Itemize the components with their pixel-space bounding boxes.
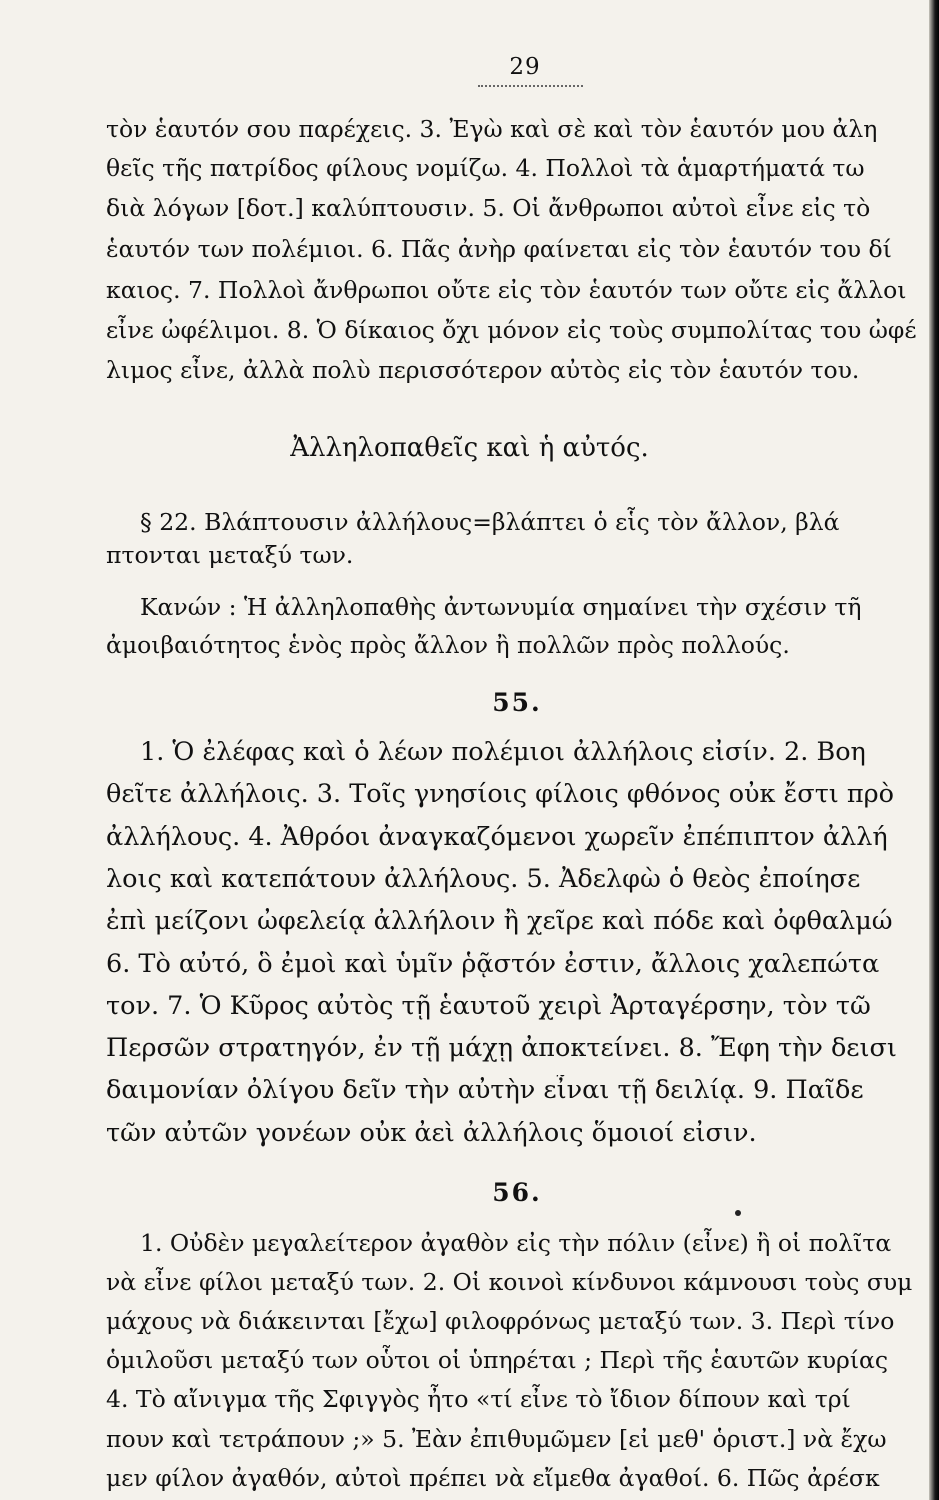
rule-line: πτονται μεταξύ των. [106,541,354,569]
text-line: λιμος εἶνε, ἀλλὰ πολὺ περισσότερον αὐτὸς εἰς τὸν ἑαυτόν του. [106,356,860,384]
exercise-line: Περσῶν στρατηγόν, ἐν τῇ μάχῃ ἀποκτείνει. 8. Ἔφη τὴν δεισι [106,1033,897,1063]
exercise-line: τον. 7. Ὁ Κῦρος αὐτὸς τῇ ἑαυτοῦ χειρὶ Ἀρταγέρσην, τὸν τῶ [106,991,871,1021]
page-edge-shadow [929,0,939,1500]
exercise-line: μάχους νὰ διάκεινται [ἔχω] φιλοφρόνως μεταξύ των. 3. Περὶ τίνο [106,1307,895,1335]
section-heading: Ἀλληλοπαθεῖς καὶ ἡ αὐτός. [290,433,649,463]
text-line: τὸν ἑαυτόν σου παρέχεις. 3. Ἐγὼ καὶ σὲ καὶ τὸν ἑαυτόν μου ἀλη [106,115,878,143]
exercise-line: τῶν αὐτῶν γονέων οὐκ ἀεὶ ἀλλήλοις ὅμοιοί εἰσιν. [106,1118,757,1148]
text-line: διὰ λόγων [δοτ.] καλύπτουσιν. 5. Οἱ ἄνθρωποι αὐτοὶ εἶνε εἰς τὸ [106,194,871,222]
text-line: ἑαυτόν των πολέμιοι. 6. Πᾶς ἀνὴρ φαίνεται εἰς τὸν ἑαυτόν του δί [106,235,892,263]
page-number: 29 [509,54,541,80]
exercise-line: 1. Ὁ ἐλέφας καὶ ὁ λέων πολέμιοι ἀλλήλοις εἰσίν. 2. Βοη [140,737,866,767]
stray-dot [735,1210,741,1216]
exercise-line: ὁμιλοῦσι μεταξύ των οὗτοι οἱ ὑπηρέται ; Περὶ τῆς ἑαυτῶν κυρίας [106,1346,889,1374]
exercise-number: 55. [492,688,542,717]
exercise-line: μεν φίλον ἀγαθόν, αὐτοὶ πρέπει νὰ εἴμεθα ἀγαθοί. 6. Πῶς ἀρέσκ [106,1464,880,1492]
text-line: εἶνε ὠφέλιμοι. 8. Ὁ δίκαιος ὄχι μόνον εἰς τοὺς συμπολίτας του ὠφέ [106,316,917,344]
exercise-line: νὰ εἶνε φίλοι μεταξύ των. 2. Οἱ κοινοὶ κίνδυνοι κάμνουσι τοὺς συμ [106,1268,913,1296]
exercise-line: θεῖτε ἀλλήλοις. 3. Τοῖς γνησίοις φίλοις φθόνος οὐκ ἔστι πρὸ [106,779,895,809]
exercise-line: ἀλλήλους. 4. Ἀθρόοι ἀναγκαζόμενοι χωρεῖν ἐπέπιπτον ἀλλή [106,822,888,852]
rule-line: § 22. Βλάπτουσιν ἀλλήλους=βλάπτει ὁ εἷς τὸν ἄλλον, βλά [140,508,840,536]
exercise-line: 1. Οὐδὲν μεγαλείτερον ἀγαθὸν εἰς τὴν πόλιν (εἶνε) ἢ οἱ πολῖτα [140,1229,892,1257]
page-number-rule [478,85,583,87]
exercise-line: λοις καὶ κατεπάτουν ἀλλήλους. 5. Ἀδελφὼ ὁ θεὸς ἐποίησε [106,864,861,894]
exercise-line: δαιμονίαν ὀλίγου δεῖν τὴν αὐτὴν εἶναι τῇ δειλίᾳ. 9. Παῖδε [106,1075,864,1105]
exercise-line: πουν καὶ τετράπουν ;» 5. Ἐὰν ἐπιθυμῶμεν [εἰ μεθ' ὁριστ.] νὰ ἔχω [106,1425,887,1453]
exercise-number: 56. [492,1178,542,1207]
exercise-line: 6. Τὸ αὐτό, ὃ ἐμοὶ καὶ ὑμῖν ῥᾷστόν ἐστιν, ἄλλοις χαλεπώτα [106,949,880,979]
text-line: καιος. 7. Πολλοὶ ἄνθρωποι οὔτε εἰς τὸν ἑαυτόν των οὔτε εἰς ἄλλοι [106,276,907,304]
exercise-line: 4. Τὸ αἴνιγμα τῆς Σφιγγὸς ἦτο «τί εἶνε τὸ ἴδιον δίπουν καὶ τρί [106,1385,851,1413]
rule-line: Κανών : Ἡ ἀλληλοπαθὴς ἀντωνυμία σημαίνει τὴν σχέσιν τῆ [140,593,862,621]
text-line: θεῖς τῆς πατρίδος φίλους νομίζω. 4. Πολλοὶ τὰ ἁμαρτήματά τω [106,154,865,182]
exercise-line: ἐπὶ μείζονι ὠφελείᾳ ἀλλήλοιν ἢ χεῖρε καὶ πόδε καὶ ὀφθαλμώ [106,906,893,936]
rule-line: ἀμοιβαιότητος ἑνὸς πρὸς ἄλλον ἢ πολλῶν πρὸς πολλούς. [106,631,790,659]
